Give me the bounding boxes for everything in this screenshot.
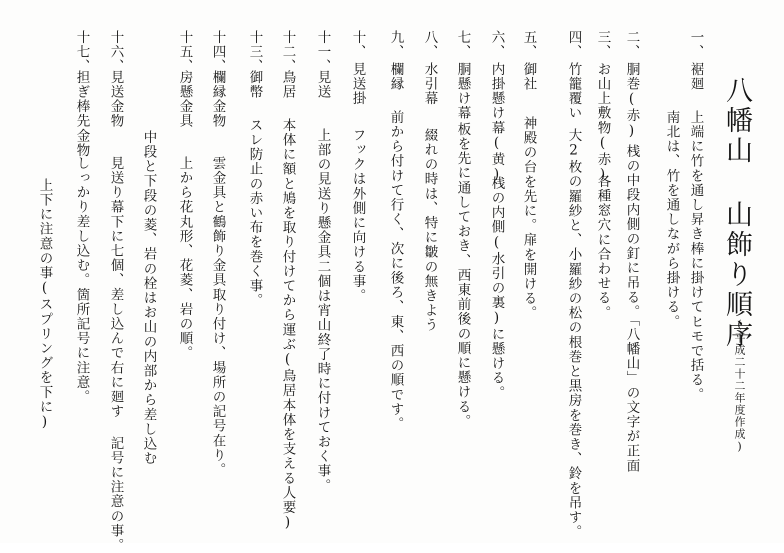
item-desc-15: 上から花丸形、花菱、岩の順。 xyxy=(176,156,193,361)
item-number-4: 四、 xyxy=(565,30,582,60)
item-name-15: 房懸金具 xyxy=(176,70,193,129)
item-name-4: 竹籠覆い xyxy=(565,62,582,121)
item-name-6: 内掛懸け幕(黄) xyxy=(488,62,505,184)
item-desc-8: 綴れの時は、特に皺の無きよう xyxy=(421,128,438,333)
item-desc-1-continued: 南北は、竹を通しながら掛ける。 xyxy=(663,110,680,329)
item-name-16: 見送金物 xyxy=(107,70,124,129)
item-number-6: 六、 xyxy=(488,30,505,60)
item-desc-13: スレ防止の赤い布を巻く事。 xyxy=(246,118,263,308)
item-desc-1: 上端に竹を通し昇き棒に掛けてヒモで括る。 xyxy=(687,110,704,402)
item-number-12: 十二、 xyxy=(279,30,296,74)
item-number-13: 十三、 xyxy=(246,30,263,74)
item-number-15: 十五、 xyxy=(176,30,193,74)
item-name-11: 見送 xyxy=(314,70,331,100)
item-desc-5: 神殿の台を先に。扉を開ける。 xyxy=(520,116,537,321)
item-desc-17-continued: 上下に注意の事(スプリングを下に) xyxy=(36,178,53,432)
item-number-2: 二、 xyxy=(623,30,640,60)
item-desc-10: フックは外側に向ける事。 xyxy=(349,128,366,304)
item-number-14: 十四、 xyxy=(209,30,226,74)
item-name-3: お山上敷物(赤) xyxy=(594,62,611,184)
item-name-10: 見送掛 xyxy=(349,62,366,106)
document-subtitle: (平成二十二年度作成) xyxy=(733,318,746,454)
item-desc-12: 本体に額と鳩を取り付けてから運ぶ(鳥居本体を支える人要) xyxy=(279,118,296,532)
item-name-2: 胴巻(赤) xyxy=(623,62,640,140)
item-desc-7: 板を先に通しておき、西東前後の順に懸ける。 xyxy=(454,122,471,429)
item-name-8: 水引幕 xyxy=(421,62,438,106)
item-desc-14: 雲金具と鶴飾り金具取り付け、場所の記号在り。 xyxy=(209,156,226,478)
item-desc-16: 見送り幕下に七個、差し込んで右に廻す 記号に注意の事。 xyxy=(107,156,124,553)
item-name-7: 胴懸け幕 xyxy=(454,62,471,121)
item-name-12: 鳥居 xyxy=(279,70,296,100)
item-name-14: 欄縁金物 xyxy=(209,70,226,129)
item-name-9: 欄縁 xyxy=(387,62,404,92)
item-desc-11: 上部の見送り懸金具二個は宵山終了時に付けておく事。 xyxy=(314,128,331,493)
document-title: 八幡山 山飾り順序 xyxy=(721,76,752,350)
item-desc-16-preface: 中段と下段の菱、岩の栓はお山の内部から差し込む xyxy=(140,130,157,466)
item-desc-2: 桟の中段内側の釘に吊る。「八幡山」の文字が正面 xyxy=(623,144,640,474)
item-name-1: 裾廻 xyxy=(687,62,704,92)
item-number-9: 九、 xyxy=(387,30,404,60)
item-number-8: 八、 xyxy=(421,30,438,60)
item-name-5: 御社 xyxy=(520,62,537,92)
item-number-1: 一、 xyxy=(687,30,704,60)
item-number-11: 十一、 xyxy=(314,30,331,74)
item-number-17: 十七、 xyxy=(73,30,90,74)
item-number-3: 三、 xyxy=(594,30,611,60)
item-number-5: 五、 xyxy=(520,30,537,60)
item-number-7: 七、 xyxy=(454,30,471,60)
item-desc-17: しっかり差し込む。箇所記号に注意。 xyxy=(73,156,90,405)
item-number-16: 十六、 xyxy=(107,30,124,74)
item-desc-4: 大2枚の羅紗と、小羅紗の松の根巻と黒房を巻き、鈴を吊す。 xyxy=(565,128,582,540)
item-desc-9: 前から付けて行く、次に後ろ、東、西の順です。 xyxy=(387,110,404,432)
item-name-13: 御幣 xyxy=(246,70,263,100)
item-desc-6: 桟の内側(水引の裏)に懸ける。 xyxy=(488,176,505,400)
item-number-10: 十、 xyxy=(349,30,366,60)
item-name-17: 担ぎ棒先金物 xyxy=(73,70,90,158)
item-desc-3: 各種窓穴に合わせる。 xyxy=(594,174,611,320)
